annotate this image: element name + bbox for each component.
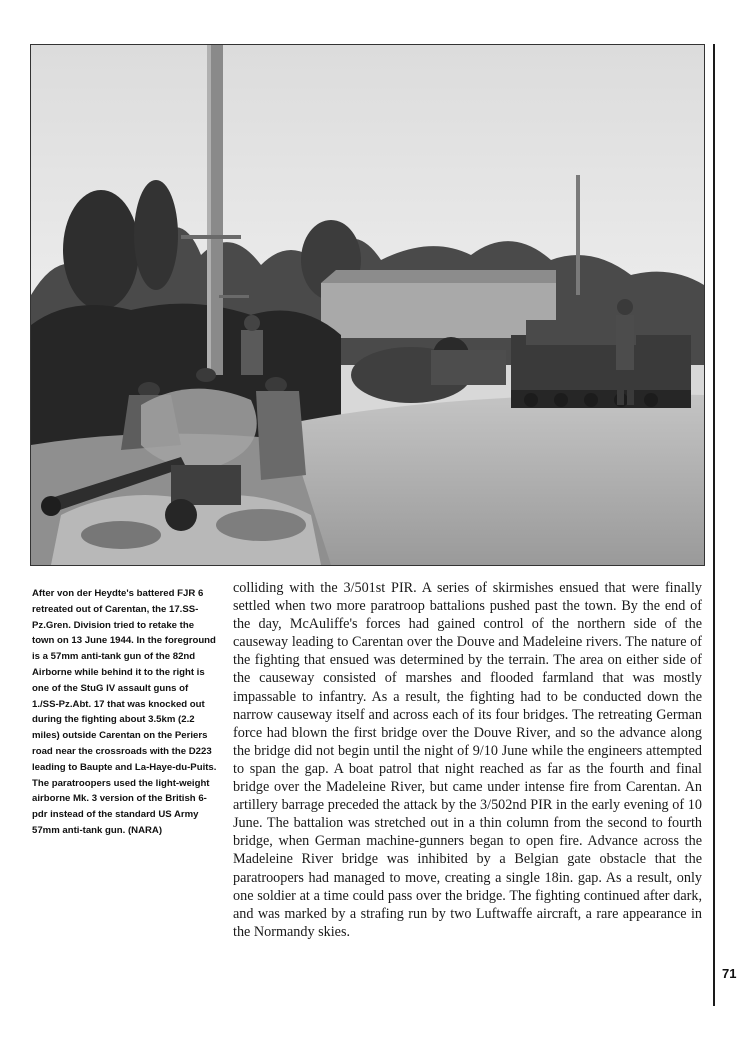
war-photograph (30, 44, 705, 566)
page-number: 71 (722, 966, 737, 981)
right-margin-rule (713, 44, 715, 1006)
photo-caption: After von der Heydte's battered FJR 6 retreated out of Carentan, the 17.SS-Pz.Gren. Division tried to retake the town on 13 June 1944. In the foreground is a 57mm anti-tank gun of the 82nd Airborne while behind it to the right is one of the StuG IV assault guns of 1./SS-Pz.Abt. 17 that was knocked out during the fighting about 3.5km (2.2 miles) outside Carentan on the Periers road near the crossroads with the D223 leading to Baupte and La-Haye-du-Puits. The paratroopers used the light-weight airborne Mk. 3 version of the British 6-pdr instead of the standard US Army 57mm anti-tank gun. (NARA) (32, 588, 217, 836)
body-text: colliding with the 3/501st PIR. A series of skirmishes ensued that were finally settled when two more paratroop battalions pushed past the town. By the end of the day, McAuliffe's forces had gained control of the northern side of the causeway leading to Carentan over the Douve and Madeleine rivers. The nature of the fighting that ensued was determined by the terrain. The area on either side of the causeway consisted of marshes and flooded farmland that was mostly impassable to infantry. As a result, the fighting had to be conducted down the narrow causeway itself and across each of its four bridges. The retreating German force had blown the first bridge over the Douve River, and so the advance along the bridge did not begin until the night of 9/10 June while the engineers attempted to span the gap. A boat patrol that night reached as far as the fourth and final bridge over the Madeleine River, but came under intense fire from Carentan. An artillery barrage preceded the attack by the 3/502nd PIR in the early evening of 10 June. The battalion was stretched out in a thin column from the second to fourth bridge, when German machine-gunners began to open fire. Advance across the Madeleine River bridge was inhibited by a Belgian gate obstacle that the paratroopers had managed to move, creating a single 18in. gap. As a result, only one soldier at a time could pass over the bridge. The fighting continued after dark, and was marked by a strafing run by two Luftwaffe aircraft, a rare appearance in the Normandy skies. (233, 580, 702, 940)
